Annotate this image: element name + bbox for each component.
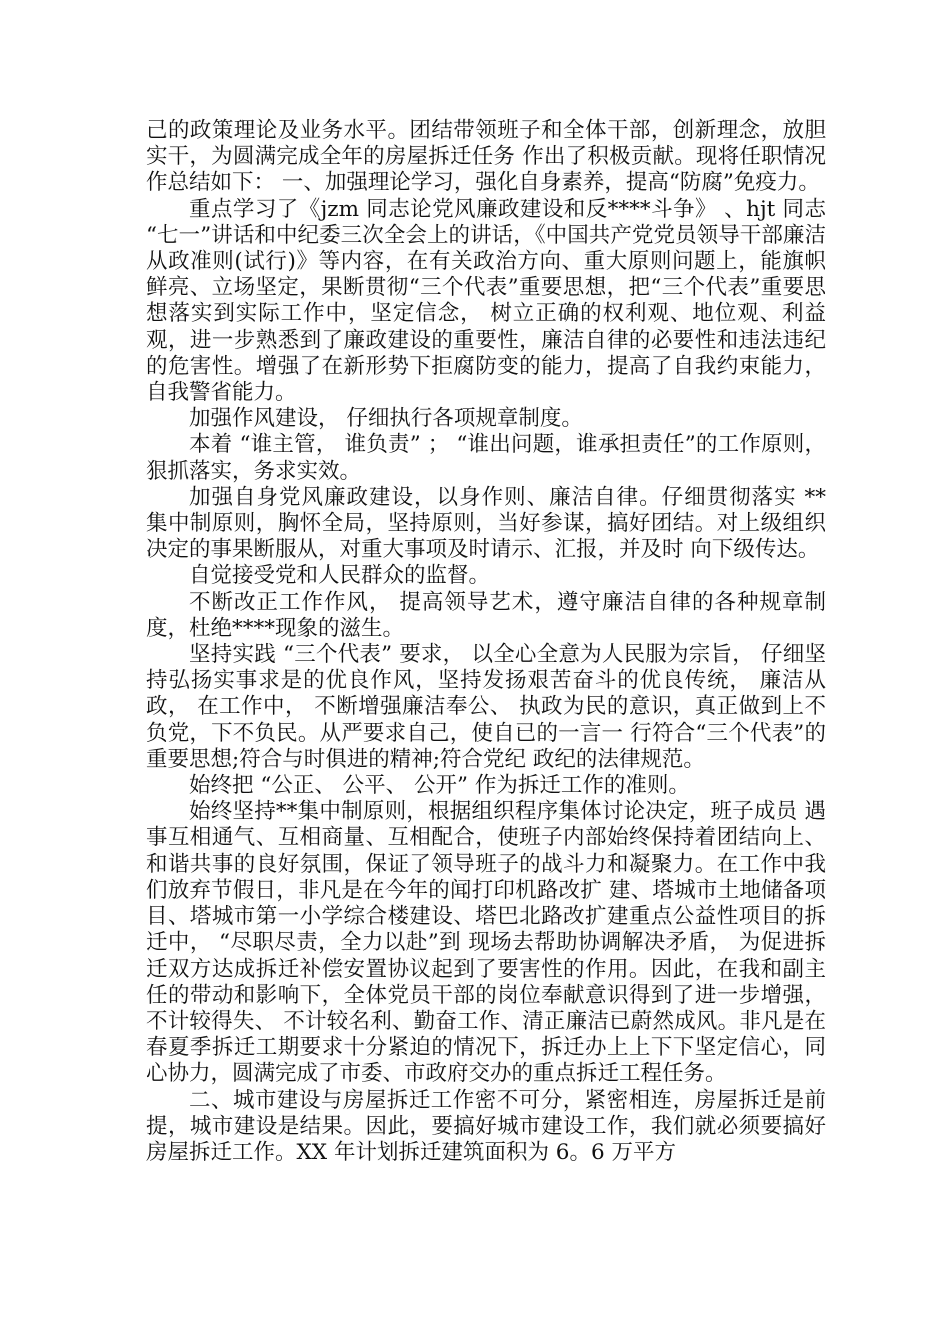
- paragraph-9: 始终把 “公正、 公平、 公开” 作为拆迁工作的准则。: [189, 773, 690, 799]
- paragraph-11: 二、城市建设与房屋拆迁工作密不可分，紧密相连，房屋拆迁是前提，城市建设是结果。因此，要搞好城市建设工作，我们就必须要搞好房屋拆迁工作。XX 年计划拆迁建筑面积为 6。6 万平方: [146, 1087, 826, 1165]
- paragraph-6: 自觉接受党和人民群众的监督。: [189, 563, 491, 589]
- document-page: [146, 118, 826, 1166]
- paragraph-2: 重点学习了《jzm 同志论党风廉政建设和反****斗争》 、hjt 同志 “七一”讲话和中纪委三次全会上的讲话，《中国共产党党员领导干部廉洁从政准则(试行)》等内容，在有关政治方向、重大原则问题上，能旗帜鲜亮、立场坚定，果断贯彻“三个代表”重要思想，把“三个代表”重要思想落实到实际工作中，坚定信念， 树立正确的权利观、地位观、利益观，进一步熟悉到了廉政建设的重要性，廉洁自律的必要性和违法违纪的危害性。增强了在新形势下拒腐防变的能力，提高了自我约束能力，自我警省能力。: [146, 196, 826, 406]
- paragraph-5: 加强自身党风廉政建设，以身作则、廉洁自律。仔细贯彻落实 ** 集中制原则，胸怀全局，坚持原则，当好参谋，搞好团结。对上级组织决定的事果断服从，对重大事项及时请示、汇报，并及时 向下级传达。: [146, 484, 826, 563]
- paragraph-7: 不断改正工作作风， 提高领导艺术，遵守廉洁自律的各种规章制度，杜绝****现象的滋生。: [146, 589, 826, 641]
- paragraph-8: 坚持实践 “三个代表” 要求， 以全心全意为人民服为宗旨， 仔细坚持弘扬实事求是的优良作风，坚持发扬艰苦奋斗的优良传统， 廉洁从政， 在工作中， 不断增强廉洁奉公、 执政为民的意识，真正做到上不负党，下不负民。从严要求自己，使自已的一言一 行符合“三个代表”的重要思想;符合与时俱进的精神;符合党纪 政纪的法律规范。: [146, 642, 826, 772]
- paragraph-3: 加强作风建设， 仔细执行各项规章制度。: [189, 406, 583, 432]
- paragraph-4: 本着 “谁主管， 谁负责” ； “谁出问题，谁承担责任”的工作原则，狠抓落实，务求实效。: [146, 432, 826, 484]
- paragraph-10: 始终坚持**集中制原则，根据组织程序集体讨论决定，班子成员 遇事互相通气、互相商量、互相配合，使班子内部始终保持着团结向上、和谐共事的良好氛围，保证了领导班子的战斗力和凝聚力。在工作中我们放弃节假日，非凡是在今年的闻打印机路改扩 建、塔城市土地储备项目、塔城市第一小学综合楼建设、塔巴北路改扩建重点公益性项目的拆迁中， “尽职尽责，全力以赴”到 现场去帮助协调解决矛盾， 为促进拆迁双方达成拆迁补偿安置协议起到了要害性的作用。因此，在我和副主任的带动和影响下，全体党员干部的岗位奉献意识得到了进一步增强，不计较得失、 不计较名利、勤奋工作、清正廉洁已蔚然成风。非凡是在春夏季拆迁工期要求十分紧迫的情况下，拆迁办上上下下坚定信心，同心协力，圆满完成了市委、市政府交办的重点拆迁工程任务。: [146, 799, 826, 1087]
- paragraph-1: 己的政策理论及业务水平。团结带领班子和全体干部，创新理念，放胆实干，为圆满完成全年的房屋拆迁任务 作出了积极贡献。现将任职情况作总结如下： 一、加强理论学习，强化自身素养，提高“防腐”免疫力。: [146, 118, 826, 196]
